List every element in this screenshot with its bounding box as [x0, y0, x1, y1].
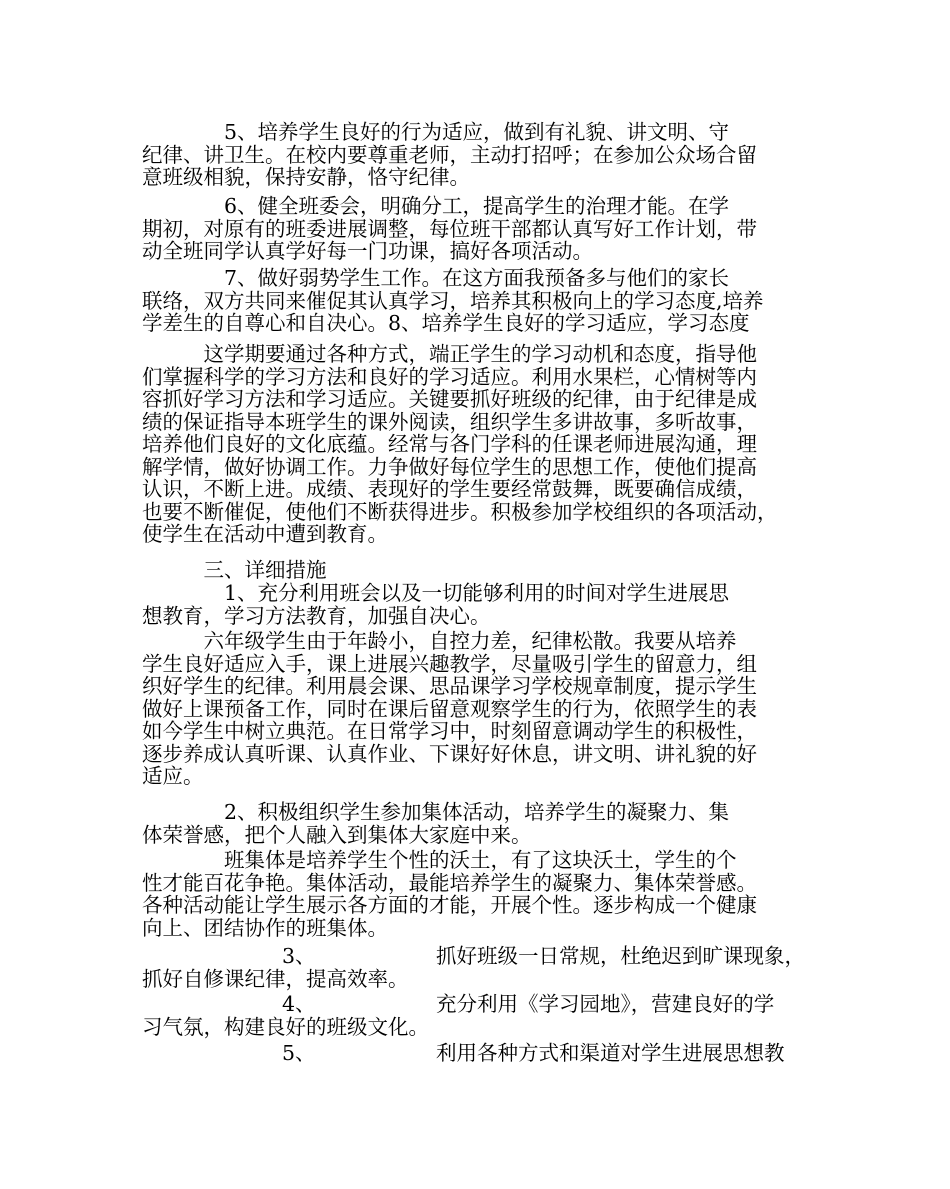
section-heading-measures — [142, 559, 822, 582]
text-line: 7、做好弱势学生工作。在这方面我预备多与他们的家长 — [142, 266, 730, 290]
paragraph-learning-habits — [142, 343, 822, 546]
paragraph-measure-2 — [142, 801, 822, 846]
text-line: 使学生在活动中遭到教育。 — [142, 522, 388, 546]
text-line: 解学情，做好协调工作。力争做好每位学生的思想工作，使他们提高 — [142, 454, 757, 479]
text-line: 2、积极组织学生参加集体活动，培养学生的凝聚力、集 — [142, 800, 730, 824]
item-number: 4、 — [282, 992, 316, 1016]
text-line: 绩的保证指导本班学生的课外阅读，组织学生多讲故事，多听故事， — [142, 409, 757, 434]
text-line: 各种活动能让学生展示各方面的才能，开展个性。逐步构成一个健康 — [142, 893, 757, 917]
text-line: 1、充分利用班会以及一切能够利用的时间对学生进展思 — [142, 581, 730, 605]
text-line: 也要不断催促，使他们不断获得进步。积极参加学校组织的各项活动， — [142, 499, 778, 524]
paragraph-measure-1 — [142, 582, 822, 627]
text-line: 如今学生中树立典范。在日常学习中，时刻留意调动学生的积极性， — [142, 719, 757, 743]
text-line: 织好学生的纪律。利用晨会课、思品课学习学校规章制度，提示学生 — [142, 674, 757, 698]
item-continuation: 习气氛，构建良好的班级文化。 — [142, 1014, 429, 1039]
text-line: 期初，对原有的班委进展调整，每位班干部都认真写好工作计划，带 — [142, 216, 757, 241]
text-line: 向上、团结协作的班集体。 — [142, 915, 388, 940]
item-number: 3、 — [282, 944, 316, 968]
text-line: 三、详细措施 — [142, 558, 327, 582]
paragraph-measure-1-detail — [142, 630, 822, 788]
text-line: 培养他们良好的文化底蕴。经常与各门学科的任课老师进展沟通，理 — [142, 432, 757, 456]
text-line: 认识，不断上进。成绩、表现好的学生要经常鼓舞，既要确信成绩， — [142, 477, 757, 501]
text-line: 做好上课预备工作，同时在课后留意观察学生的行为，依照学生的表 — [142, 696, 757, 721]
text-line: 想教育，学习方法教育，加强自决心。 — [142, 603, 491, 628]
text-line: 性才能百花争艳。集体活动，最能培养学生的凝聚力、集体荣誉感。 — [142, 870, 757, 895]
text-line: 动全班同学认真学好每一门功课，搞好各项活动。 — [142, 239, 593, 263]
item-number: 5、 — [282, 1041, 316, 1065]
text-line: 联络，双方共同来催促其认真学习，培养其积极向上的学习态度,培养 — [142, 288, 764, 313]
text-line: 6、健全班委会，明确分工，提高学生的治理才能。在学 — [142, 194, 730, 218]
paragraph-class-committee — [142, 195, 822, 263]
text-line: 这学期要通过各种方式，端正学生的学习动机和态度，指导他 — [142, 342, 757, 366]
item-text: 充分利用《学习园地》，营建良好的学 — [436, 992, 775, 1016]
text-line: 六年级学生由于年龄小，自控力差，纪律松散。我要从培养 — [142, 629, 737, 653]
paragraph-behavior-habits — [142, 121, 822, 189]
item-text: 利用各种方式和渠道对学生进展思想教 — [436, 1041, 785, 1065]
text-line: 纪律、讲卫生。在校内要尊重老师，主动打招呼；在参加公众场合留 — [142, 142, 757, 167]
text-line: 逐步养成认真听课、认真作业、下课好好休息，讲文明、讲礼貌的好 — [142, 741, 757, 766]
paragraph-measure-2-detail — [142, 849, 822, 939]
text-line: 意班级相貌，保持安静，恪守纪律。 — [142, 165, 470, 189]
text-line: 学差生的自尊心和自决心。8、培养学生良好的学习适应，学习态度 — [142, 311, 750, 335]
paragraph-weak-students — [142, 267, 822, 335]
text-line: 容抓好学习方法和学习适应。关键要抓好班级的纪律，由于纪律是成 — [142, 387, 757, 411]
text-line: 学生良好适应入手，课上进展兴趣教学，尽量吸引学生的留意力，组 — [142, 651, 757, 676]
text-line: 适应。 — [142, 764, 204, 788]
text-line: 班集体是培养学生个性的沃土，有了这块沃土，学生的个 — [142, 848, 737, 872]
text-line: 5、培养学生良好的行为适应，做到有礼貌、讲文明、守 — [142, 120, 730, 144]
item-continuation: 抓好自修课纪律，提高效率。 — [142, 966, 409, 991]
item-text: 抓好班级一日常规，杜绝迟到旷课现象， — [436, 944, 805, 968]
text-line: 体荣誉感，把个人融入到集体大家庭中来。 — [142, 822, 532, 847]
text-line: 们掌握科学的学习方法和良好的学习适应。利用水果栏，心情树等内 — [142, 364, 757, 389]
